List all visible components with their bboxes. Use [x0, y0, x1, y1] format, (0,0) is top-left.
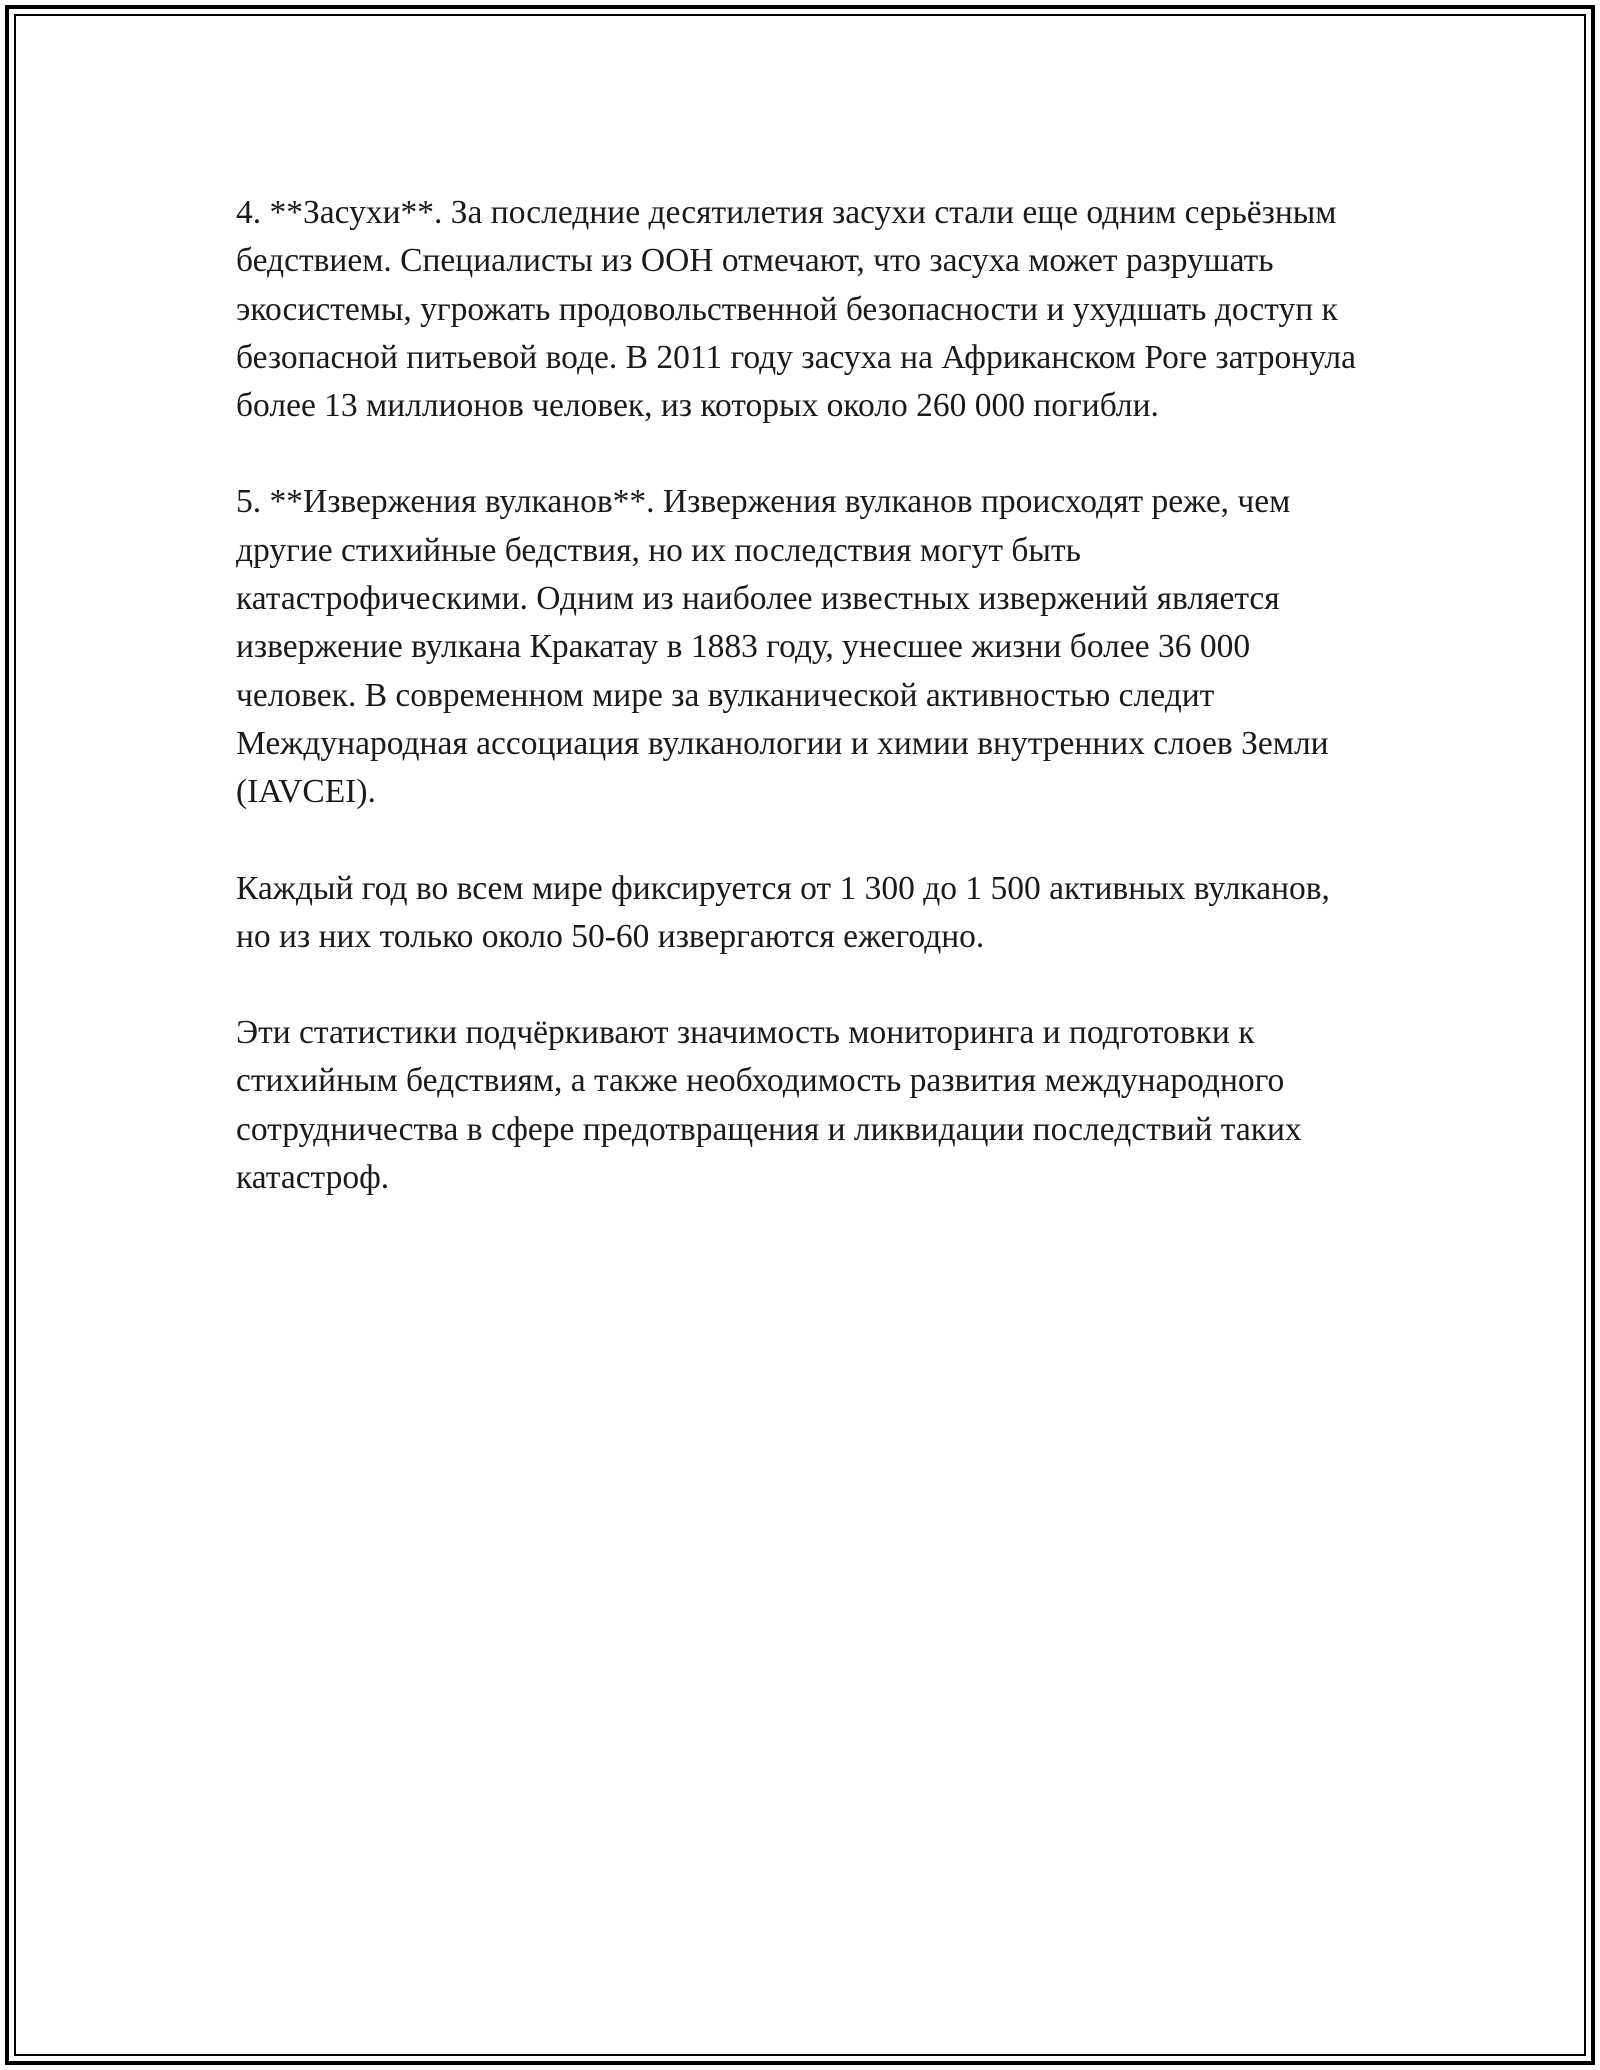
paragraph-droughts: 4. **Засухи**. За последние десятилетия засухи стали еще одним серьёзным бедствием. Специалисты из ООН отмечают, что засуха может разрушать экосистемы, угрожать продовольственной безопасности и ухудшать доступ к безопасной питьевой воде. В 2011 году засуха на Африканском Роге затронула более 13 миллионов человек, из которых около 260 000 погибли.: [236, 194, 1357, 425]
paragraph-conclusion: Эти статистики подчёркивают значимость мониторинга и подготовки к стихийным бедствиям, а также необходимость развития международного сотрудничества в сфере предотвращения и ликвидации последствий таких катастроф.: [236, 1014, 1302, 1197]
paragraph-volcanic-eruptions: 5. **Извержения вулканов**. Извержения вулканов происходят реже, чем другие стихийные бедствия, но их последствия могут быть катастрофическими. Одним из наиболее известных извержений является извержение вулкана Кракатау в 1883 году, унесшее жизни более 36 000 человек. В современном мире за вулканической активностью следит Международная ассоциация вулканологии и химии внутренних слоев Земли (IAVCEI).: [236, 483, 1329, 811]
document-body: [236, 189, 1366, 1250]
paragraph-active-volcanoes: Каждый год во всем мире фиксируется от 1 300 до 1 500 активных вулканов, но из них только около 50-60 извергаются ежегодно.: [236, 869, 1330, 955]
